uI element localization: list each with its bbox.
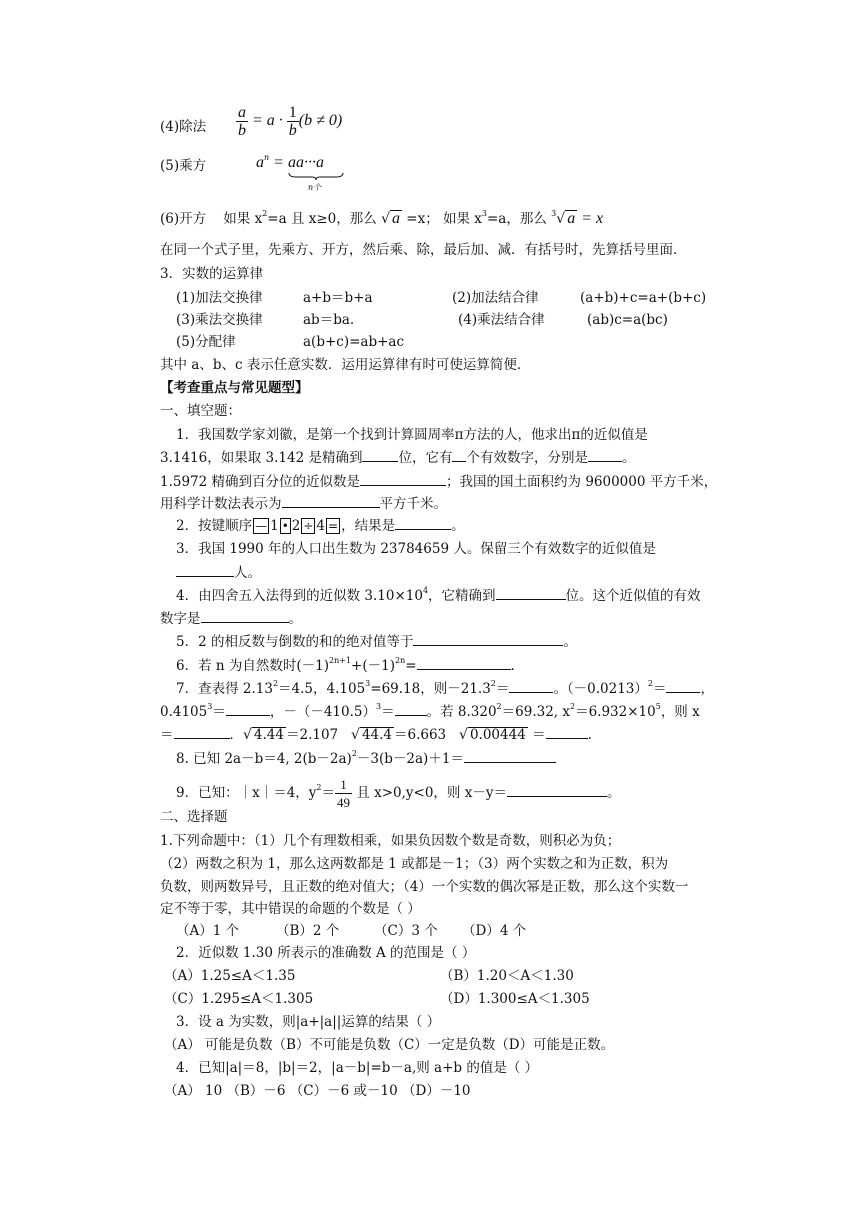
fill-q1-line4: 用科学计数法表示为 平方千米。 (160, 496, 447, 512)
fill-q3-line1: 3．我国 1990 年的人口出生数为 23784659 人。保留三个有效数字的近似值是 (176, 541, 656, 557)
choice-q1-line2: （2）两数之积为 1，那么这两数都是 1 或都是－1；（3）两个实数之和为正数，积为 (160, 856, 669, 872)
fill-q1-line2: 3.1416，如果取 3.142 是精确到 位，它有 个有效数字，分别是 。 (160, 450, 636, 466)
fill-q5: 5．2 的相反数与倒数的和的绝对值等于 。 (176, 634, 577, 650)
division-label: (4)除法 (160, 119, 207, 135)
choice-q1-opt-b: （B）2 个 (276, 923, 340, 939)
law-dist-formula: a(b+c)=ab+ac (303, 334, 405, 350)
fill-q4-line2: 数字是 。 (160, 611, 302, 627)
choice-q4: 4．已知|a|＝8，|b|＝2，|a－b|=b－a,则 a+b 的值是（ ） (176, 1060, 539, 1076)
choice-q2: 2．近似数 1.30 所表示的准确数 A 的范围是（ ） (176, 945, 476, 961)
choice-q2-opt-c: （C）1.295≤A＜1.305 (164, 991, 314, 1007)
fill-q4-line1: 4．由四舍五入法得到的近似数 $3.10\times 10^4$，它精确到 位。这个近似值的有效 (176, 586, 701, 604)
fill-heading: 一、填空题： (160, 403, 241, 419)
choice-q1-opt-c: （C）3 个 (374, 923, 438, 939)
division-formula: $\frac{a}{b}$ = a · $\frac{1}{b}$ (b ≠ 0) (238, 104, 343, 139)
law-mul-assoc-name: (4)乘法结合律 (458, 312, 545, 328)
root-line: (6)开方 如果 $x^2=a$ 且 x≥0，那么 √ a =x； 如果 $x^3=a$，那么 $^3$√ a = x (160, 209, 604, 227)
section-title: 【考查重点与常见题型】 (160, 380, 309, 396)
law-mul-comm-name: (3)乘法交换律 (176, 312, 263, 328)
fill-q7-line3: ＝ ．√ 4.44 ＝2.107 √ 44.4 ＝6.663 √ 0.00444 ＝ . (160, 727, 592, 743)
choice-heading: 二、选择题 (160, 809, 228, 825)
choice-q3: 3．设 a 为实数，则|a+|a||运算的结果（ ） (176, 1014, 441, 1030)
choice-q1-line3: 负数，则两数异号，且正数的绝对值大；（4）一个实数的偶次幂是正数，那么这个实数一 (160, 879, 689, 895)
law-mul-assoc-formula: (ab)c=a(bc) (587, 312, 668, 328)
fill-q9: 9．已知：｜x｜＝4，$y^2=$ $\frac{1}{49}$ 且 x>0,y<0，则 x－y＝ 。 (176, 777, 621, 810)
law-dist-name: (5)分配律 (176, 334, 236, 350)
law-add-assoc-name: (2)加法结合律 (452, 290, 539, 306)
fill-q7-line1: 7．查表得 $2.13^2=4.5$，$4.105^3=69.18$，则$-21.3^2=$ 。$(-0.0213)^2=$ ， (176, 679, 714, 697)
law-add-assoc-formula: (a+b)+c=a+(b+c) (580, 290, 707, 306)
fill-q8: 8. 已知 2a－b＝4, $2(b-2a)^2-3(b-2a)+1=$ (176, 749, 556, 768)
power-label: (5)乘方 (160, 158, 207, 174)
choice-q2-opt-d: （D）1.300≤A＜1.305 (440, 991, 590, 1007)
choice-q1-opt-a: （A）1 个 (176, 923, 240, 939)
fill-q3-line2: 人。 (176, 563, 261, 582)
fill-q1-line1: 1．我国数学家刘徽，是第一个找到计算圆周率π方法的人，他求出π的近似值是 (176, 427, 648, 443)
laws-heading: 3．实数的运算律 (160, 266, 264, 282)
choice-q1-line1: 1.下列命题中：（1）几个有理数相乘，如果负因数个数是奇数，则积必为负； (160, 833, 621, 849)
order-text: 在同一个式子里，先乘方、开方，然后乘、除，最后加、减．有括号时，先算括号里面． (160, 242, 687, 258)
law-add-comm-name: (1)加法交换律 (176, 290, 263, 306)
choice-q3-opts: （A） 可能是负数（B）不可能是负数（C）一定是负数（D）可能是正数。 (164, 1037, 615, 1053)
law-add-comm-formula: a+b＝b+a (303, 290, 373, 306)
power-formula: $a^n = aa\cdot\cdot\cdot a$ n个 (256, 154, 324, 172)
fill-q1-line3: 1.5972 精确到百分位的近似数是 ；我国的国土面积约为 9600000 平方千米， (160, 474, 718, 490)
laws-note: 其中 a、b、c 表示任意实数．运用运算律有时可使运算简便． (160, 357, 531, 373)
fill-q6: 6．若 n 为自然数时$(-1)^{2n+1}+(-1)^{2n}=$ . (176, 656, 515, 674)
choice-q2-opt-b: （B）1.20＜A＜1.30 (440, 968, 574, 984)
choice-q1-line4: 定不等于零，其中错误的命题的个数是（ ） (160, 901, 421, 917)
choice-q4-opts: （A） 10 （B）－6 （C）－6 或－10 （D）－10 (164, 1083, 471, 1099)
fill-q2: 2．按键顺序 — 1 • 2 ÷ 4 = ，结果是 。 (176, 518, 465, 534)
choice-q2-opt-a: （A）1.25≤A＜1.35 (164, 968, 296, 984)
law-mul-comm-formula: ab＝ba. (303, 312, 355, 328)
choice-q1-opt-d: （D）4 个 (462, 923, 527, 939)
fill-q7-line2: $0.4105^3=$ ，$-(-410.5)^3=$ 。若 $8.320^2=69.32$, $x^2=6.932\times 10^5$，则 x (160, 702, 700, 720)
